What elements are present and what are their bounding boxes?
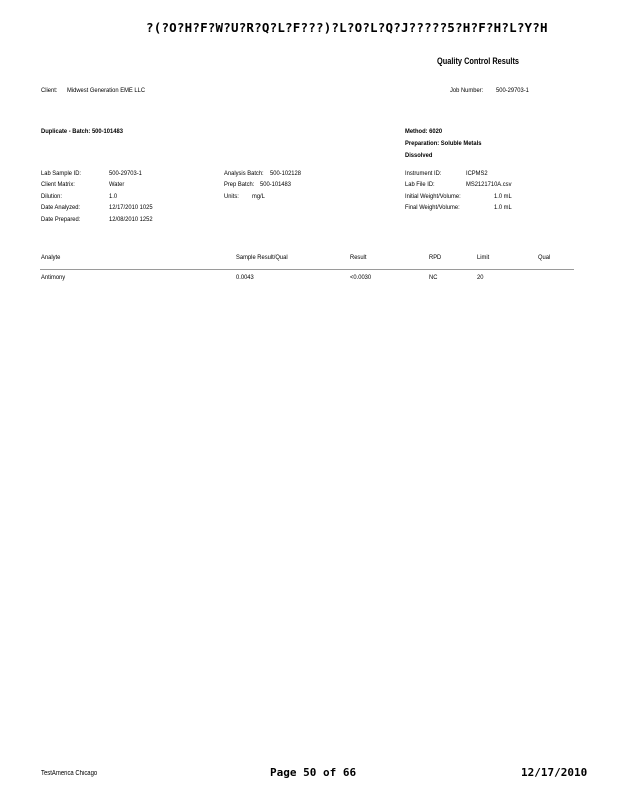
date-prepared-value: 12/08/2010 1252 <box>109 216 153 223</box>
footer-lab-name: TestAmerica Chicago <box>41 770 98 777</box>
preparation-line: Preparation: Soluble Metals <box>405 140 482 147</box>
cell-analyte: Antimony <box>41 274 66 281</box>
final-volume-value: 1.0 mL <box>494 204 512 211</box>
col-header-rpd: RPD <box>429 254 442 261</box>
units-label: Units: <box>224 193 239 200</box>
client-value: Midwest Generation EME LLC <box>67 87 146 94</box>
dilution-value: 1.0 <box>109 193 118 200</box>
job-number-value: 500-29703-1 <box>496 87 529 94</box>
client-label: Client: <box>41 87 58 94</box>
date-analyzed-label: Date Analyzed: <box>41 204 81 211</box>
final-volume-label: Final Weight/Volume: <box>405 204 460 211</box>
col-header-sample-result: Sample Result/Qual <box>236 254 288 261</box>
analysis-batch-label: Analysis Batch: <box>224 170 264 177</box>
date-analyzed-value: 12/17/2010 1025 <box>109 204 153 211</box>
col-header-limit: Limit <box>477 254 490 261</box>
cell-result: <0.0030 <box>350 274 372 281</box>
lab-file-id-label: Lab File ID: <box>405 181 435 188</box>
cell-rpd: NC <box>429 274 438 281</box>
batch-title: Duplicate - Batch: 500-101483 <box>41 128 123 135</box>
method-line: Method: 6020 <box>405 128 443 135</box>
client-matrix-value: Water <box>109 181 125 188</box>
footer-page-number: Page 50 of 66 <box>270 766 357 779</box>
lab-file-id-value: MS2121710A.csv <box>466 181 512 188</box>
col-header-analyte: Analyte <box>41 254 61 261</box>
col-header-result: Result <box>350 254 367 261</box>
lab-sample-id-label: Lab Sample ID: <box>41 170 81 177</box>
instrument-id-value: ICPMS2 <box>466 170 488 177</box>
report-title: Quality Control Results <box>437 56 520 66</box>
prep-batch-value: 500-101483 <box>260 181 291 188</box>
prep-batch-label: Prep Batch: <box>224 181 255 188</box>
dilution-label: Dilution: <box>41 193 62 200</box>
lab-sample-id-value: 500-29703-1 <box>109 170 142 177</box>
initial-volume-value: 1.0 mL <box>494 193 512 200</box>
dissolved-line: Dissolved <box>405 152 433 159</box>
cell-sample-result: 0.0043 <box>236 274 254 281</box>
units-value: mg/L <box>252 193 265 200</box>
date-prepared-label: Date Prepared: <box>41 216 81 223</box>
initial-volume-label: Initial Weight/Volume: <box>405 193 461 200</box>
document-header-garbled: ?(?O?H?F?W?U?R?Q?L?F???)?L?O?L?Q?J?????5?H?F?H?L?Y?H <box>146 20 548 35</box>
col-header-qual: Qual <box>538 254 551 261</box>
instrument-id-label: Instrument ID: <box>405 170 442 177</box>
analysis-batch-value: 500-102128 <box>270 170 301 177</box>
table-header-rule <box>40 269 574 270</box>
client-matrix-label: Client Matrix: <box>41 181 75 188</box>
footer-date: 12/17/2010 <box>521 766 588 779</box>
job-number-label: Job Number: <box>450 87 484 94</box>
cell-limit: 20 <box>477 274 484 281</box>
